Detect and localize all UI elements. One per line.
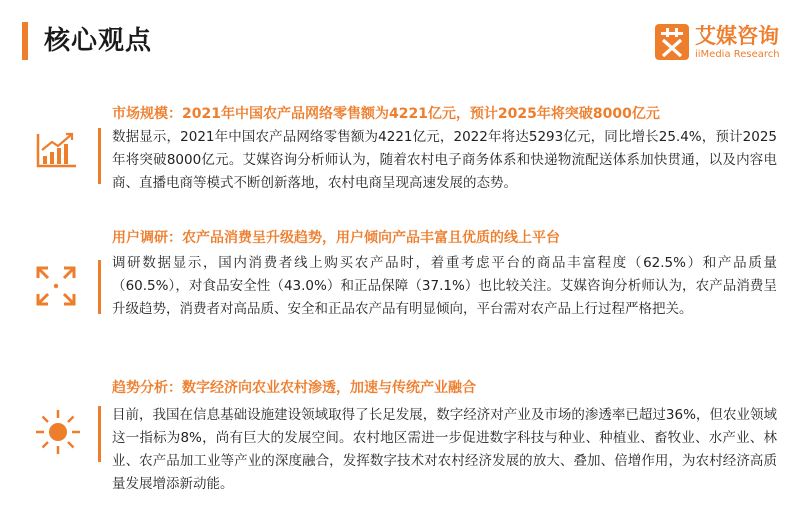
brand-name-cn: 艾媒咨询 — [695, 24, 779, 48]
sun-icon — [34, 408, 82, 460]
section-accent-bar — [98, 260, 101, 314]
page-title: 核心观点 — [44, 26, 153, 56]
section-accent-bar — [98, 128, 101, 184]
section-heading: 市场规模：2021年中国农产品网络零售额为4221亿元，预计2025年将突破8000亿元 — [112, 106, 660, 122]
section-heading: 趋势分析：数字经济向农业农村渗透，加速与传统产业融合 — [112, 380, 476, 396]
expand-arrows-icon — [34, 264, 78, 312]
brand-name-en: iiMedia Research — [695, 49, 780, 60]
bar-chart-growth-icon — [34, 130, 78, 174]
section-heading: 用户调研：农产品消费呈升级趋势，用户倾向产品丰富且优质的线上平台 — [112, 230, 560, 246]
section-accent-bar — [98, 406, 101, 462]
brand-logo — [655, 24, 785, 68]
section-body: 调研数据显示，国内消费者线上购买农产品时，着重考虑平台的商品丰富程度（62.5%）和产品质量（60.5%），对食品安全性（43.0%）和正品保障（37.1%）也比较关注。艾媒咨询分析师认为，农产品消费呈升级趋势，消费者对高品质、安全和正品农产品有明显倾向，平台需对农产品上行过程严格把关。 — [112, 255, 777, 317]
title-accent-bar — [22, 22, 28, 60]
section-body: 数据显示，2021年中国农产品网络零售额为4221亿元，2022年将达5293亿元，同比增长25.4%，预计2025年将突破8000亿元。艾媒咨询分析师认为，随着农村电子商务体系和快递物流配送体系加快贯通，以及内容电商、直播电商等模式不断创新落地，农村电商呈现高速发展的态势。 — [112, 129, 777, 191]
brand-logo-mark — [655, 24, 689, 60]
section-body: 目前，我国在信息基础设施建设领域取得了长足发展，数字经济对产业及市场的渗透率已超过36%，但农业领域这一指标为8%，尚有巨大的发展空间。农村地区需进一步促进数字科技与种业、种植业、畜牧业、水产业、林业、农产品加工业等产业的深度融合，发挥数字技术对农村经济发展的放大、叠加、倍增作用，为农村经济高质量发展增添新动能。 — [112, 407, 777, 492]
logo-mark-icon — [655, 24, 689, 60]
